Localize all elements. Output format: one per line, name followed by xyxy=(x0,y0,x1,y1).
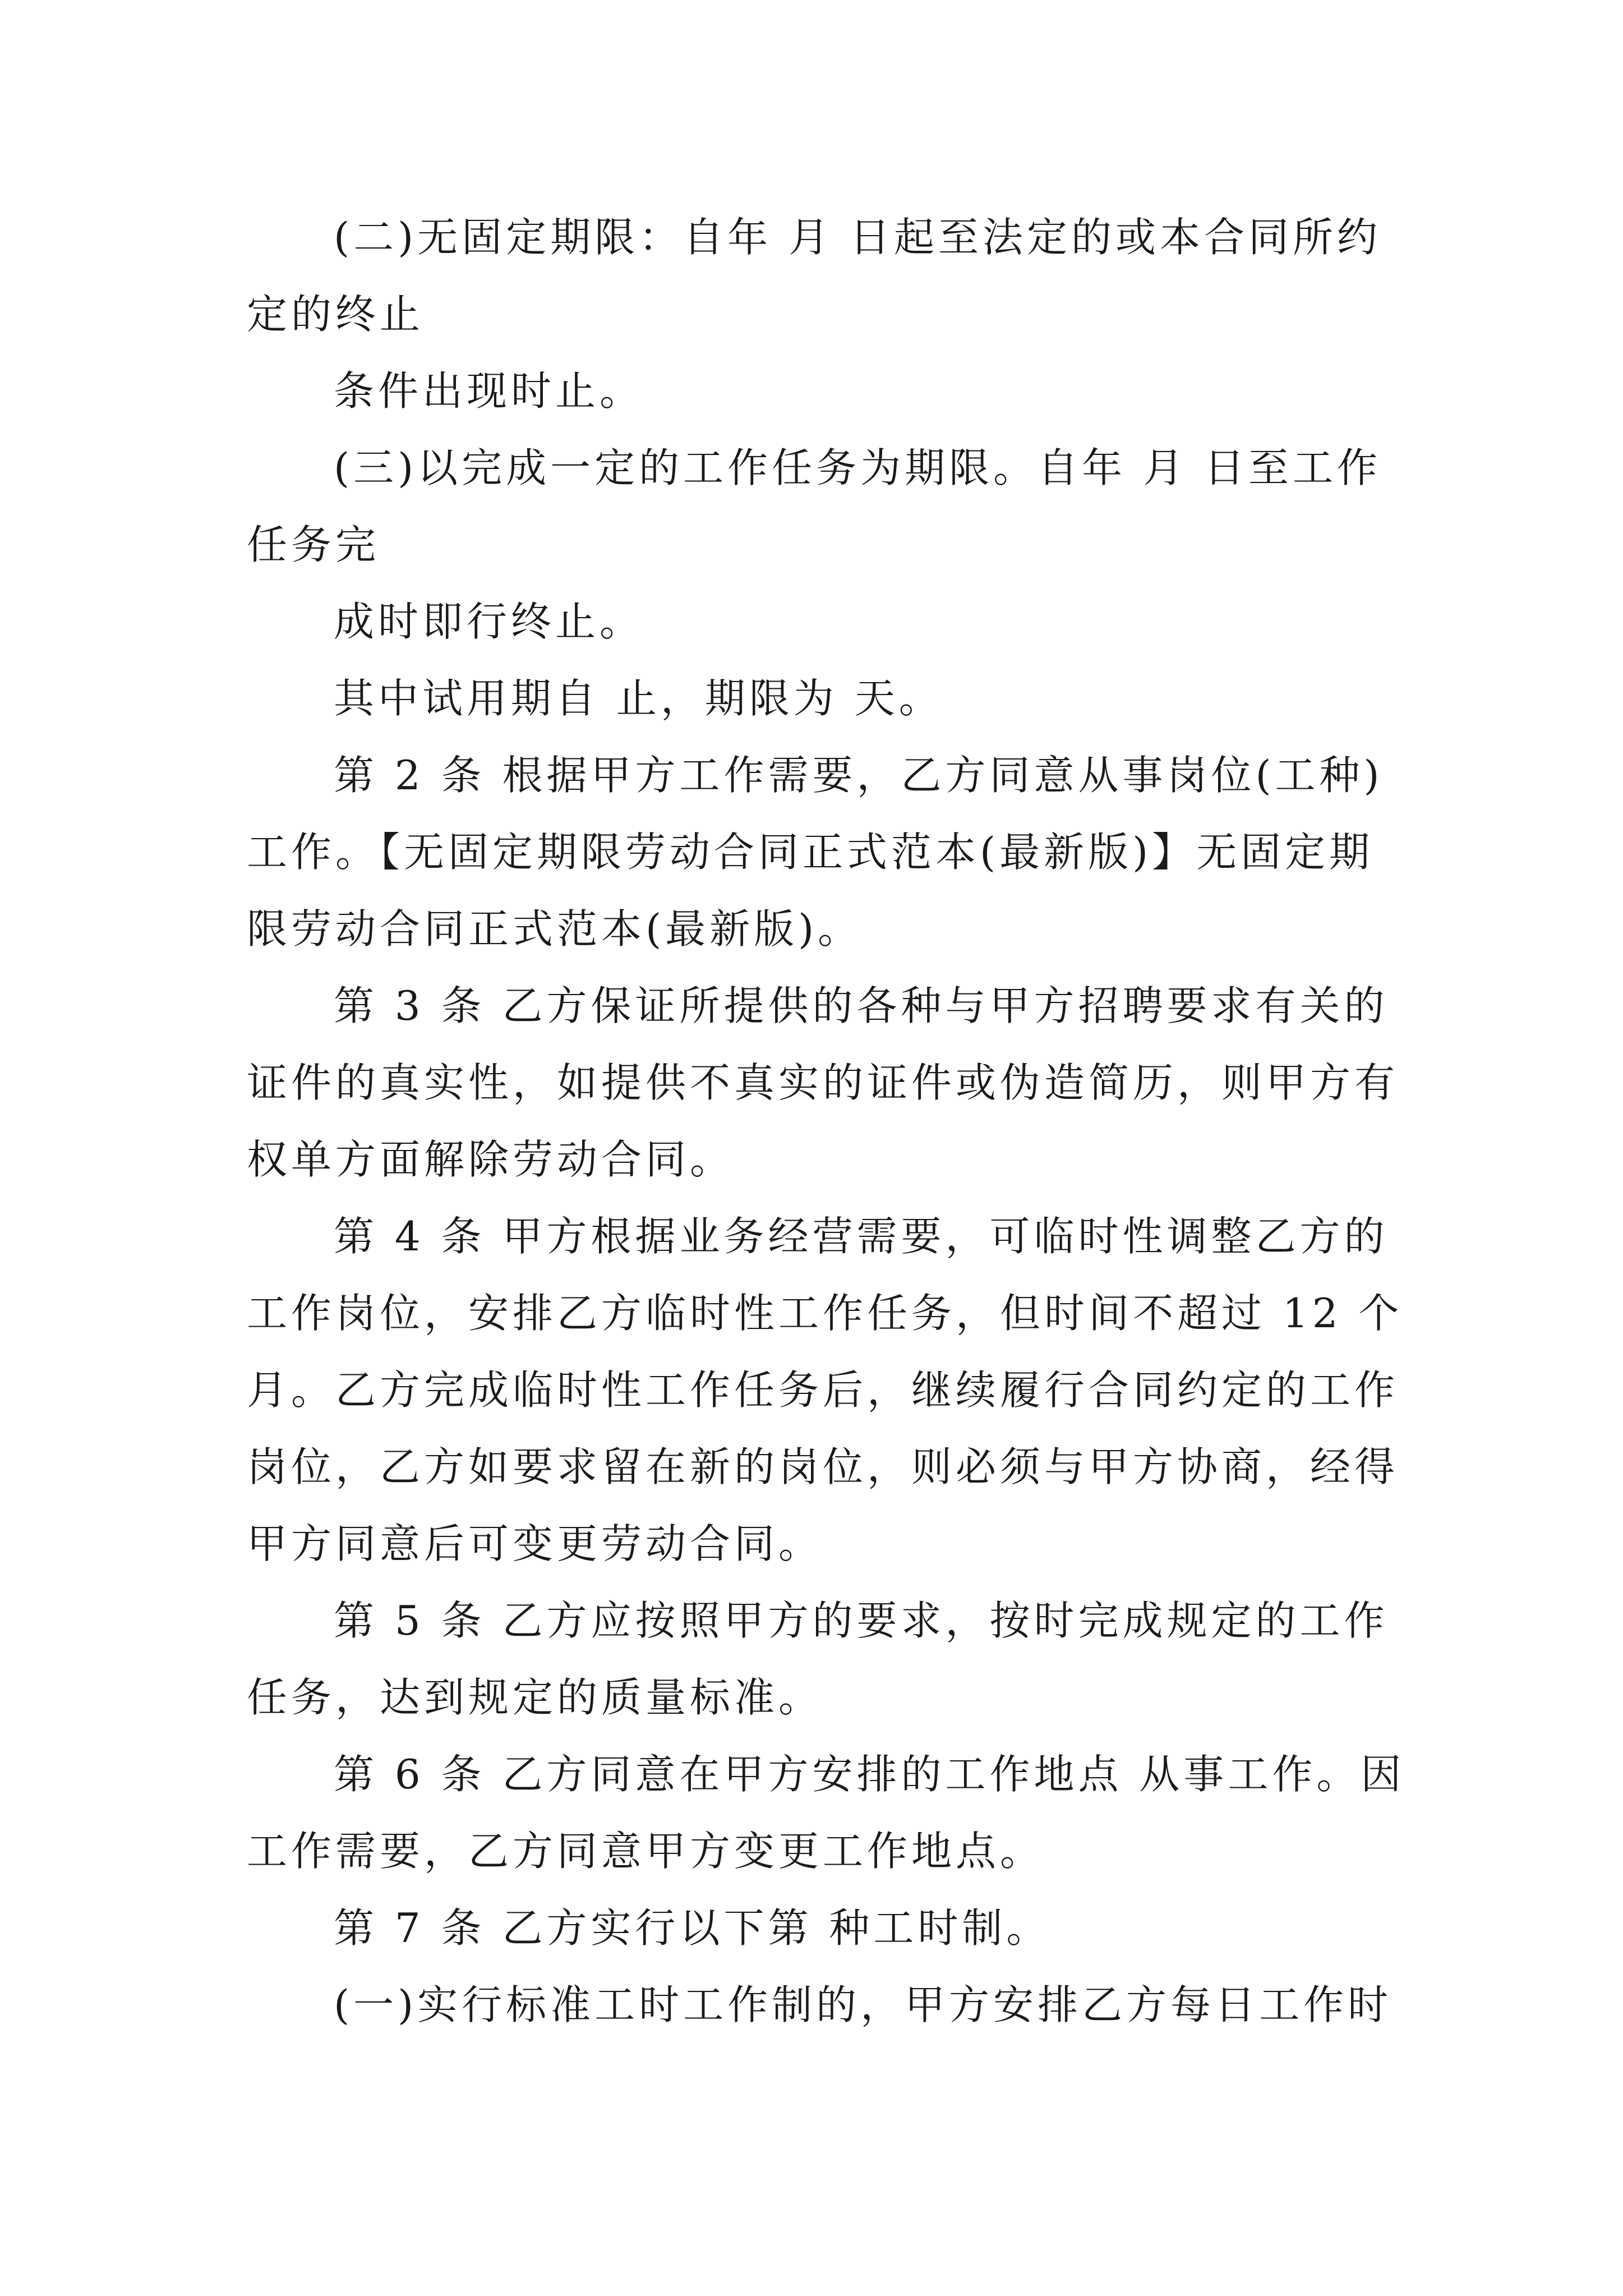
text-line: 条件出现时止。 xyxy=(334,367,644,415)
text-line: 工作岗位，安排乙方临时性工作任务，但时间不超过 12 个 xyxy=(247,1290,1403,1337)
text-line: 任务，达到规定的质量标准。 xyxy=(247,1674,823,1721)
document-body xyxy=(247,199,1405,2044)
text-line: (二)无固定期限：自年 月 日起至法定的或本合同所约 xyxy=(334,214,1381,261)
text-line: 其中试用期自 止，期限为 天。 xyxy=(334,675,943,722)
text-line: 第 2 条 根据甲方工作需要，乙方同意从事岗位(工种) xyxy=(334,752,1384,799)
text-line: 第 6 条 乙方同意在甲方安排的工作地点 从事工作。因 xyxy=(334,1751,1405,1798)
text-line: 第 3 条 乙方保证所提供的各种与甲方招聘要求有关的 xyxy=(334,982,1389,1029)
text-line: 定的终止 xyxy=(247,291,425,338)
text-line: 任务完 xyxy=(247,521,380,568)
text-line: (一)实行标准工时工作制的，甲方安排乙方每日工作时 xyxy=(334,1981,1393,2028)
text-line: 第 4 条 甲方根据业务经营需要，可临时性调整乙方的 xyxy=(334,1213,1389,1260)
text-line: 岗位，乙方如要求留在新的岗位，则必须与甲方协商，经得 xyxy=(247,1443,1399,1490)
text-line: 限劳动合同正式范本(最新版)。 xyxy=(247,905,863,953)
text-line: 证件的真实性，如提供不真实的证件或伪造简历，则甲方有 xyxy=(247,1059,1399,1106)
text-line: 月。乙方完成临时性工作任务后，继续履行合同约定的工作 xyxy=(247,1366,1399,1414)
text-line: 权单方面解除劳动合同。 xyxy=(247,1136,735,1183)
text-line: 工作。【无固定期限劳动合同正式范本(最新版)】无固定期 xyxy=(247,829,1374,876)
text-line: 甲方同意后可变更劳动合同。 xyxy=(247,1520,823,1567)
text-line: (三)以完成一定的工作任务为期限。自年 月 日至工作 xyxy=(334,444,1381,491)
text-line: 工作需要，乙方同意甲方变更工作地点。 xyxy=(247,1828,1045,1875)
text-line: 成时即行终止。 xyxy=(334,598,644,645)
text-line: 第 7 条 乙方实行以下第 种工时制。 xyxy=(334,1904,1051,1952)
text-line: 第 5 条 乙方应按照甲方的要求，按时完成规定的工作 xyxy=(334,1597,1389,1644)
